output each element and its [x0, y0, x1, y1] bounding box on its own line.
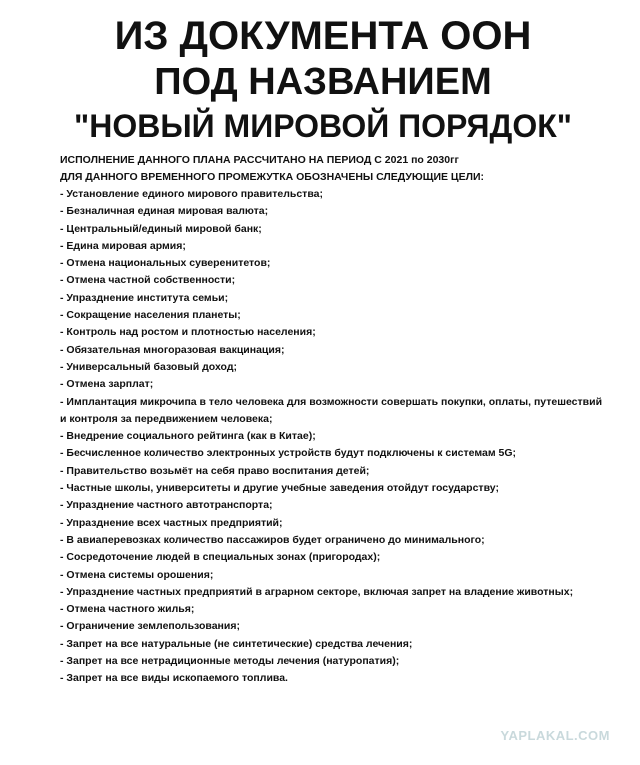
list-item: - Отмена частного жилья; — [60, 603, 195, 616]
list-item: - Внедрение социального рейтинга (как в Китае); — [60, 430, 316, 443]
list-item: - Упразднение частного автотранспорта; — [60, 499, 273, 512]
list-item: - Обязательная многоразовая вакцинация; — [60, 343, 285, 356]
intro-text — [60, 152, 606, 186]
list-item: - Запрет на все натуральные (не синтетические) средства лечения; — [60, 637, 413, 650]
list-item: - Отмена национальных суверенитетов; — [60, 257, 271, 270]
list-item: - Безналичная единая мировая валюта; — [60, 205, 269, 218]
title-line-3: "НОВЫЙ МИРОВОЙ ПОРЯДОК" — [74, 108, 572, 144]
goals-list — [60, 186, 606, 688]
list-item: - Упразднение частных предприятий в аграрном секторе, включая запрет на владение животных; — [60, 585, 574, 598]
list-item: - Имплантация микрочипа в тело человека для возможности совершать покупки, оплаты, путешествий и контроля за передвижением человека; — [60, 395, 603, 425]
intro-line-2: ДЛЯ ДАННОГО ВРЕМЕННОГО ПРОМЕЖУТКА ОБОЗНАЧЕНЫ СЛЕДУЮЩИЕ ЦЕЛИ: — [60, 171, 485, 183]
title-line-2: ПОД НАЗВАНИЕМ — [154, 61, 492, 103]
site-watermark: YAPLAKAL.COM — [500, 728, 610, 743]
list-item: - Контроль над ростом и плотностью населения; — [60, 326, 316, 339]
list-item: - Сокращение населения планеты; — [60, 309, 241, 322]
list-item: - Центральный/единый мировой банк; — [60, 222, 262, 235]
list-item: - В авиаперевозках количество пассажиров будет ограничено до минимального; — [60, 533, 485, 546]
list-item: - Едина мировая армия; — [60, 239, 186, 252]
list-item: - Бесчисленное количество электронных устройств будут подключены к системам 5G; — [60, 447, 517, 460]
title-line-1: ИЗ ДОКУМЕНТА ООН — [114, 14, 532, 58]
list-item: - Упразднение всех частных предприятий; — [60, 516, 283, 529]
list-item: - Частные школы, университеты и другие учебные заведения отойдут государству; — [60, 482, 499, 495]
list-item: - Правительство возьмёт на себя право воспитания детей; — [60, 464, 370, 477]
list-item: - Отмена системы орошения; — [60, 568, 214, 581]
list-item: - Запрет на все нетрадиционные методы лечения (натуропатия); — [60, 655, 400, 668]
list-item: - Сосредоточение людей в специальных зонах (пригородах); — [60, 551, 381, 564]
list-item: - Отмена зарплат; — [60, 378, 154, 391]
intro-line-1: ИСПОЛНЕНИЕ ДАННОГО ПЛАНА РАССЧИТАНО НА ПЕРИОД С 2021 по 2030гг — [60, 154, 459, 166]
list-item: - Универсальный базовый доход; — [60, 360, 237, 373]
list-item: - Ограничение землепользования; — [60, 620, 240, 633]
list-item: - Установление единого мирового правительства; — [60, 188, 323, 200]
list-item: - Упразднение института семьи; — [60, 291, 229, 304]
list-item: - Отмена частной собственности; — [60, 274, 236, 287]
list-item: - Запрет на все виды ископаемого топлива. — [60, 672, 288, 685]
